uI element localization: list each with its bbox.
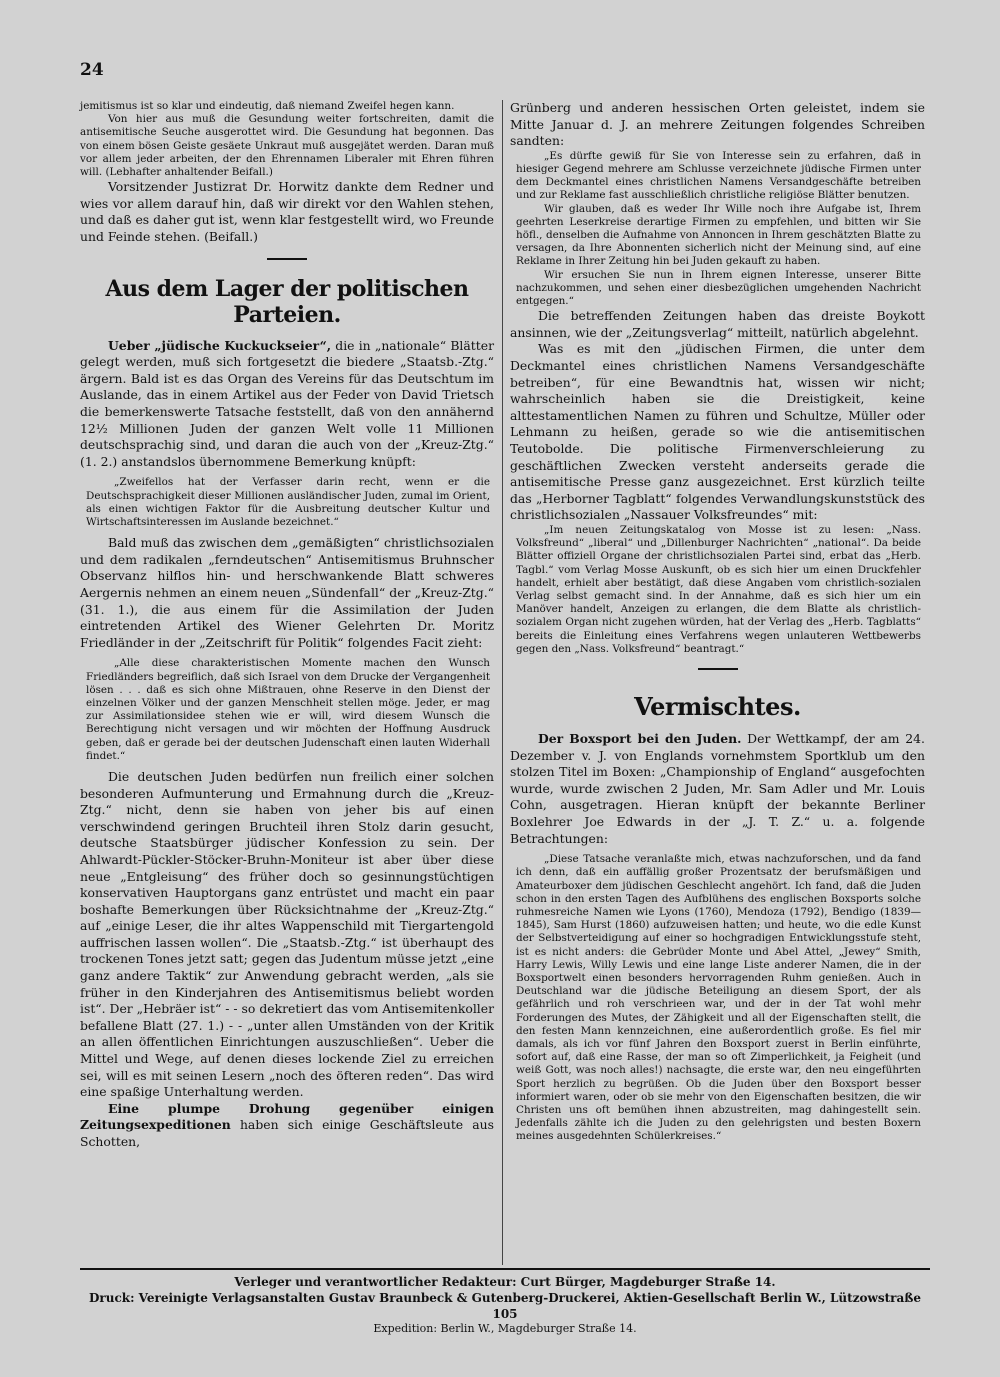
left-p4 bbox=[80, 338, 494, 471]
right-quote-5: „Diese Tatsache veranlaßte mich, etwas nachzuforschen, und da fand ich denn, daß ein auffällig großer Prozentsatz der berufsmäßigen und Amateurboxer dem jüdischen Geschlecht angehört. Ich fand, daß die Juden schon in den ersten Tagen des Aufblühens des englischen Boxsports solche ruhmesreiche Namen wie Lyons (1760), Mendoza (1792), Bendigo (1839—1845), Sam Hurst (1860) aufzuweisen hatten; und heute, wo die edle Kunst der Selbstverteidigung auf einer so hochgradigen Entwicklungsstufe steht, ist es nicht anders: die Gebrüder Monte und Abel Attel, „Jewey“ Smith, Harry Lewis, Willy Lewis und eine lange Liste anderer Namen, die in der Boxsportwelt einen besonders hervorragenden Ruhm genießen. Auch in Deutschland war die jüdische Beteiligung an diesem Sport, der als gefährlich und roh verschrieen war, und der in der Tat wohl mehr Forderungen des Mutes, der Zähigkeit und all der Eigenschaften stellt, die den festen Mann kennzeichnen, eine außerordentlich große. Es fiel mir damals, als ich vor fünf Jahren den Boxsport zuerst in Berlin einführte, sofort auf, daß eine Rasse, der man so oft Zimperlichkeit, ja Feigheit (und weiß Gott, was noch alles!) nachsagte, die erste war, den neu eingeführten Sport herzlich zu begrüßen. Ob die Juden über den Boxsport besser informiert waren, oder ob sie mehr von den Eigenschaften besitzen, die wir Christen uns oft bemühen ihnen abzustreiten, mag dahingestellt sein. Jedenfalls zählte ich die Juden zu den gelehrigsten und besten Boxern meines ausgedehnten Schülerkreises.“ bbox=[516, 853, 921, 1143]
left-quote-1: „Zweifellos hat der Verfasser darin recht, wenn er die Deutschsprachigkeit dieser Millionen ausländischer Juden, zumal im Orient, als einen wichtigen Faktor für die Ausbreitung deutscher Kultur und Wirtschaftsinteressen im Auslande bezeichnet.“ bbox=[86, 476, 490, 528]
right-p2: Die betreffenden Zeitungen haben das dreiste Boykott ansinnen, wie der „Zeitungsverlag“ mitteilt, natürlich abgelehnt. bbox=[510, 308, 925, 340]
imprint-footer bbox=[80, 1268, 930, 1336]
right-quote-3: Wir ersuchen Sie nun in Ihrem eignen Interesse, unserer Bitte nachzukommen, und sehen einer diesbezüglichen umgehenden Nachricht entgegen.“ bbox=[516, 268, 921, 308]
left-p3: Vorsitzender Justizrat Dr. Horwitz dankte dem Redner und wies vor allem darauf hin, daß wir direkt vor den Wahlen stehen, und daß es daher gut ist, wenn klar festgestellt wird, wo Freunde und Feinde stehen. (Beifall.) bbox=[80, 179, 494, 244]
right-p4 bbox=[510, 731, 925, 847]
imprint-expedition: Expedition: Berlin W., Magdeburger Straße 14. bbox=[373, 1322, 637, 1335]
section-heading-parties: Aus dem Lager der politischen Parteien. bbox=[105, 275, 469, 328]
right-quote-1: „Es dürfte gewiß für Sie von Interesse sein zu erfahren, daß in hiesiger Gegend mehrere am Schlusse verzeichnete jüdische Firmen unter dem Deckmantel eines christlichen Namens Versandgeschäfte betreiben und zur Reklame fast ausschließlich christliche religiöse Blätter benutzen. bbox=[516, 149, 921, 202]
right-quote-4: „Im neuen Zeitungskatalog von Mosse ist zu lesen: „Nass. Volksfreund“ „liberal“ und „Dillenburger Nachrichten“ „national“. Da beide Blätter offiziell Organe der christlichsozialen Partei sind, erbat das „Herb. Tagbl.“ vom Verlag Mosse Auskunft, ob es sich hier um einen Druckfehler handelt, erhielt aber bestätigt, daß diese Angaben vom christlich-sozialen Verlag selbst gemacht sind. In der Annahme, daß es sich hier um ein Manöver handelt, Anzeigen zu erlangen, die dem Blatte als christlich-sozialem Organ nicht zugehen würden, hat der Verlag des „Herb. Tagblatts“ bereits die Einleitung eines Verfahrens wegen unlauteren Wettbewerbs gegen den „Nass. Volksfreund“ beantragt.“ bbox=[516, 523, 921, 655]
separator-rule-2 bbox=[698, 668, 738, 670]
right-p1: Grünberg und anderen hessischen Orten geleistet, indem sie Mitte Januar d. J. an mehrere Zeitungen folgendes Schreiben sandten: bbox=[510, 100, 925, 149]
right-p4-lead: Der Boxsport bei den Juden. bbox=[538, 730, 742, 746]
imprint-printer: Druck: Vereinigte Verlagsanstalten Gustav Braunbeck & Gutenberg-Druckerei, Aktien-Gesellschaft Berlin W., Lützowstraße 105 bbox=[89, 1291, 921, 1321]
left-p7-lead: Eine plumpe Drohung gegenüber einigen Zeitungsexpeditionen bbox=[80, 1100, 494, 1133]
left-p7 bbox=[80, 1101, 494, 1151]
left-p2: Von hier aus muß die Gesundung weiter fortschreiten, damit die antisemitische Seuche ausgerottet wird. Die Gesundung hat begonnen. Das von einem bösen Geiste gesäete Unkraut muß ausgejätet werden. Daran muß vor allem jeder arbeiten, der den Ehrennamen Liberaler mit Ehren führen will. (Lebhafter anhaltender Beifall.) bbox=[80, 113, 494, 179]
left-p4-lead: Ueber „jüdische Kuckuckseier“, bbox=[108, 337, 332, 353]
left-p1: jemitismus ist so klar und eindeutig, daß niemand Zweifel hegen kann. bbox=[80, 100, 455, 112]
page-number: 24 bbox=[80, 60, 104, 80]
right-column bbox=[510, 100, 925, 1144]
imprint-publisher: Verleger und verantwortlicher Redakteur: Curt Bürger, Magdeburger Straße 14. bbox=[234, 1275, 776, 1289]
left-quote-2: „Alle diese charakteristischen Momente machen den Wunsch Friedländers begreiflich, daß sich Israel von dem Drucke der Vergangenheit lösen . . . daß es sich ohne Mißtrauen, ohne Reserve in den Dienst der einzelnen Völker und der ganzen Menschheit stellen möge. Jeder, er mag zur Assimilationsidee stehen wie er will, wird diesem Wunsch die Berechtigung nicht versagen und wir möchten der Hoffnung Ausdruck geben, daß er gerade bei der deutschen Judenschaft einen lauten Widerhall findet.“ bbox=[86, 657, 490, 762]
left-p4-text: die in „nationale“ Blätter gelegt werden, muß sich fortgesetzt die biedere „Staatsb.-Ztg.“ ärgern. Bald ist es das Organ des Vereins für das Deutschtum im Auslande, das in einem Artikel aus der Feder von David Trietsch die bemerkenswerte Tatsache feststellt, daß von den annähernd 12½ Millionen Juden der ganzen Welt volle 11 Millionen deutschsprachig sind, und daran die auch von der „Kreuz-Ztg.“ (1. 2.) anstandslos übernommene Bemerkung knüpft: bbox=[80, 337, 494, 469]
separator-rule bbox=[267, 258, 307, 260]
right-p4-text: Der Wettkampf, der am 24. Dezember v. J. von Englands vornehmstem Sportklub um den stolzen Titel im Boxen: „Championship of England“ ausgefochten wurde, wurde zwischen 2 Juden, Mr. Sam Adler und Mr. Louis Cohn, ausgetragen. Hieran knüpft der bekannte Berliner Boxlehrer Joe Edwards in der „J. T. Z.“ u. a. folgende Betrachtungen: bbox=[510, 730, 926, 846]
right-p3: Was es mit den „jüdischen Firmen, die unter dem Deckmantel eines christlichen Namens Versandgeschäfte betreiben“, für eine Bewandtnis hat, wissen wir nicht; wahrscheinlich haben sie die Dreistigkeit, keine alttestamentlichen Namen zu führen und Schultze, Müller oder Lehmann zu heißen, gerade so wie die antisemitischen Teutobolde. Die politische Firmenverschleierung zu geschäftlichen Zwecken versteht anderseits gerade die antisemitische Presse ganz ausgezeichnet. Erst kürzlich teilte das „Herborner Tagblatt“ folgendes Verwandlungskunststück des christlichsozialen „Nassauer Volksfreundes“ mit: bbox=[510, 341, 925, 523]
left-p5: Bald muß das zwischen dem „gemäßigten“ christlichsozialen und dem radikalen „ferndeutschen“ Antisemitismus Bruhnscher Observanz hilflos hin- und herschwankende Blatt schweres Aergernis nehmen an einem neuen „Sündenfall“ der „Kreuz-Ztg.“ (31. 1.), die aus einem für die Assimilation der Juden eintretenden Artikel des Wiener Gelehrten Dr. Moritz Friedländer in der „Zeitschrift für Politik“ folgendes Facit zieht: bbox=[80, 535, 494, 650]
left-p6: Die deutschen Juden bedürfen nun freilich einer solchen besonderen Aufmunterung und Ermahnung durch die „Kreuz-Ztg.“ nicht, denn sie haben von jeher bis auf einen verschwindend geringen Bruchteil ihren Stolz darin gesucht, deutsche Staatsbürger jüdischer Konfession zu sein. Der Ahlwardt-Pückler-Stöcker-Bruhn-Moniteur ist aber über diese neue „Entgleisung“ des früher doch so gesinnungstüchtigen konservativen Hauptorgans ganz entrüstet und macht ein paar boshafte Bemerkungen über Rücksichtnahme der „Kreuz-Ztg.“ auf „einige Leser, die ihr altes Wappenschild mit Tiergartengold auffrischen lassen wollen“. Die „Staatsb.-Ztg.“ ist überhaupt des trockenen Tones jetzt satt; gegen das Judentum müsse jetzt „eine ganz andere Taktik“ zur Anwendung gebracht werden, „als sie früher in den Kinderjahren des Antisemitismus beliebt worden ist“. Der „Hebräer ist“ - - so dekretiert das vom Antisemitenkoller befallene Blatt (27. 1.) - - „unter allen Umständen von der Kritik an allen öffentlichen Einrichtungen auszuschließen“. Ueber die Mittel und Wege, auf denen dieses lockende Ziel zu erreichen sei, will es mit seinen Lesern „noch des öfteren reden“. Das wird eine spaßige Unterhaltung werden. bbox=[80, 768, 494, 1100]
section-heading-miscellaneous: Vermischtes. bbox=[634, 691, 801, 721]
column-divider bbox=[502, 100, 503, 1265]
right-quote-2: Wir glauben, daß es weder Ihr Wille noch ihre Aufgabe ist, Ihrem geehrten Leserkreise derartige Firmen zu empfehlen, und bitten wir Sie höfl., denselben die Aufnahme von Annoncen in Ihrem geschätzten Blatte zu versagen, da Ihre Abonnenten sicherlich nicht der Meinung sind, auf eine Reklame in Ihrer Zeitung hin bei Juden gekauft zu haben. bbox=[516, 202, 921, 268]
left-p7-text: haben sich einige Geschäftsleute aus Schotten, bbox=[80, 1117, 494, 1149]
left-column bbox=[80, 100, 494, 1151]
footer-rule bbox=[80, 1268, 930, 1270]
